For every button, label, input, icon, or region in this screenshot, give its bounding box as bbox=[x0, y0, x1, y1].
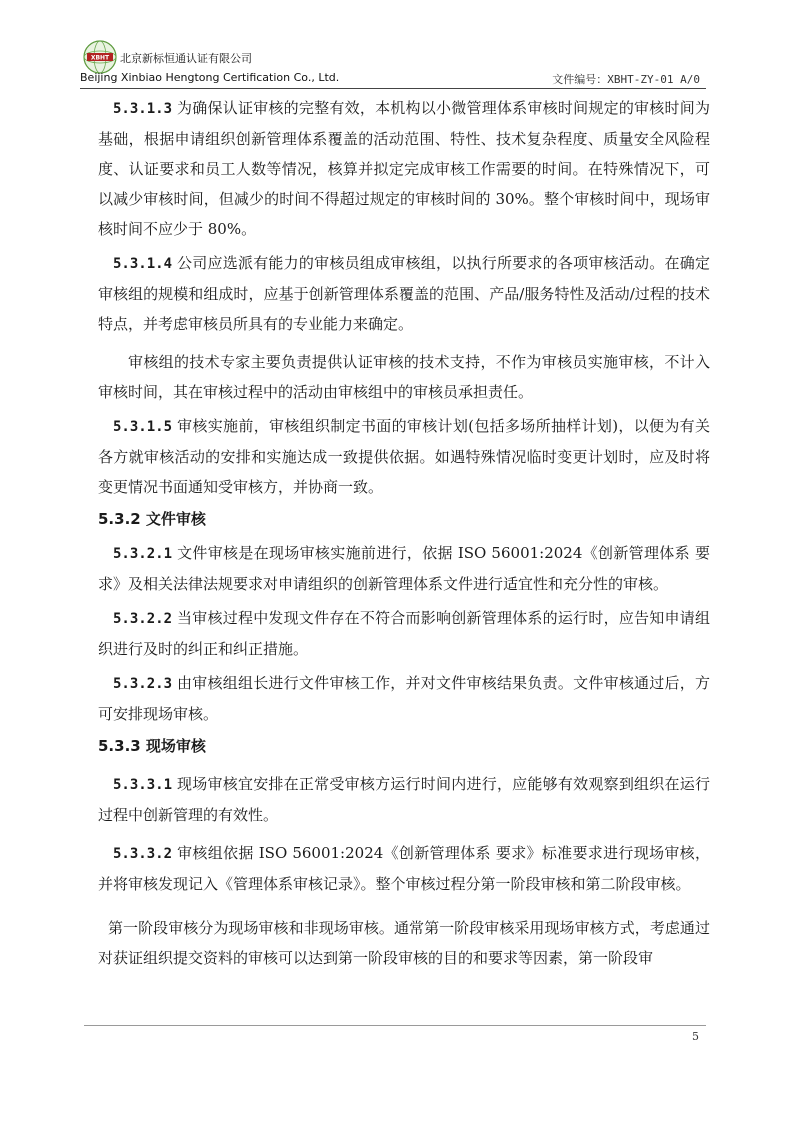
paragraph-5-3-2-1 bbox=[98, 538, 710, 599]
section-heading-5-3-3: 5.3.3 现场审核 bbox=[98, 737, 206, 755]
header-divider bbox=[80, 88, 706, 89]
paragraph-text: 审核组依据 ISO 56001:2024《创新管理体系 要求》标准要求进行现场审核，并将审核发现记入《管理体系审核记录》。整个审核过程分第一阶段审核和第二阶段审核。 bbox=[98, 844, 710, 893]
paragraph-text: 现场审核宜安排在正常受审核方运行时间内进行，应能够有效观察到组织在运行过程中创新管理的有效性。 bbox=[98, 775, 710, 824]
company-name-cn: 北京新标恒通认证有限公司 bbox=[120, 52, 252, 65]
paragraph-text: 由审核组组长进行文件审核工作，并对文件审核结果负责。文件审核通过后，方可安排现场审核。 bbox=[98, 674, 710, 723]
paragraph-5-3-3-2 bbox=[98, 838, 710, 899]
clause-number: 5.3.1.3 bbox=[113, 101, 173, 117]
paragraph-text: 文件审核是在现场审核实施前进行，依据 ISO 56001:2024《创新管理体系 要求》及相关法律法规要求对申请组织的创新管理体系文件进行适宜性和充分性的审核。 bbox=[98, 544, 710, 593]
clause-number: 5.3.2.3 bbox=[113, 676, 173, 692]
paragraph-text: 第一阶段审核分为现场审核和非现场审核。通常第一阶段审核采用现场审核方式，考虑通过对获证组织提交资料的审核可以达到第一阶段审核的目的和要求等因素，第一阶段审 bbox=[98, 919, 710, 967]
paragraph-technical-expert bbox=[98, 347, 710, 407]
paragraph-stage-one-audit bbox=[98, 913, 710, 973]
clause-number: 5.3.2.2 bbox=[113, 611, 173, 627]
paragraph-5-3-1-3 bbox=[98, 93, 710, 244]
paragraph-text: 审核实施前，审核组织制定书面的审核计划(包括多场所抽样计划)，以便为有关各方就审核活动的安排和实施达成一致提供依据。如遇特殊情况临时变更计划时，应及时将变更情况书面通知受审核方，并协商一致。 bbox=[98, 417, 710, 496]
paragraph-5-3-1-5 bbox=[98, 411, 710, 502]
paragraph-5-3-2-3 bbox=[98, 668, 710, 729]
company-name-en: Beijing Xinbiao Hengtong Certification Co., Ltd. bbox=[80, 71, 340, 84]
paragraph-text: 为确保认证审核的完整有效，本机构以小微管理体系审核时间规定的审核时间为基础，根据申请组织创新管理体系覆盖的活动范围、特性、技术复杂程度、质量安全风险程度、认证要求和员工人数等情况，核算并拟定完成审核工作需要的时间。在特殊情况下，可以减少审核时间，但减少的时间不得超过规定的审核时间的 30%。整个审核时间中，现场审核时间不应少于 80%。 bbox=[98, 99, 710, 238]
clause-number: 5.3.1.4 bbox=[113, 256, 173, 272]
paragraph-5-3-1-4 bbox=[98, 248, 710, 339]
section-heading-5-3-2: 5.3.2 文件审核 bbox=[98, 510, 206, 528]
paragraph-5-3-2-2 bbox=[98, 603, 710, 664]
company-logo-icon bbox=[83, 40, 117, 74]
footer-divider bbox=[84, 1025, 706, 1026]
paragraph-text: 公司应选派有能力的审核员组成审核组，以执行所要求的各项审核活动。在确定审核组的规模和组成时，应基于创新管理体系覆盖的范围、产品/服务特性及活动/过程的技术特点，并考虑审核员所具有的专业能力来确定。 bbox=[98, 254, 710, 333]
paragraph-text: 当审核过程中发现文件存在不符合而影响创新管理体系的运行时，应告知申请组织进行及时的纠正和纠正措施。 bbox=[98, 609, 710, 658]
clause-number: 5.3.3.2 bbox=[113, 846, 173, 862]
clause-number: 5.3.3.1 bbox=[113, 777, 173, 793]
document-number: 文件编号：XBHT-ZY-01 A/0 bbox=[552, 73, 700, 86]
page-header bbox=[80, 40, 720, 90]
clause-number: 5.3.1.5 bbox=[113, 419, 173, 435]
paragraph-text: 审核组的技术专家主要负责提供认证审核的技术支持，不作为审核员实施审核，不计入审核时间，其在审核过程中的活动由审核组中的审核员承担责任。 bbox=[98, 353, 710, 401]
page-number: 5 bbox=[692, 1030, 699, 1043]
clause-number: 5.3.2.1 bbox=[113, 546, 173, 562]
logo-text: XBHT bbox=[90, 54, 110, 62]
paragraph-5-3-3-1 bbox=[98, 769, 710, 830]
document-body bbox=[98, 93, 710, 973]
